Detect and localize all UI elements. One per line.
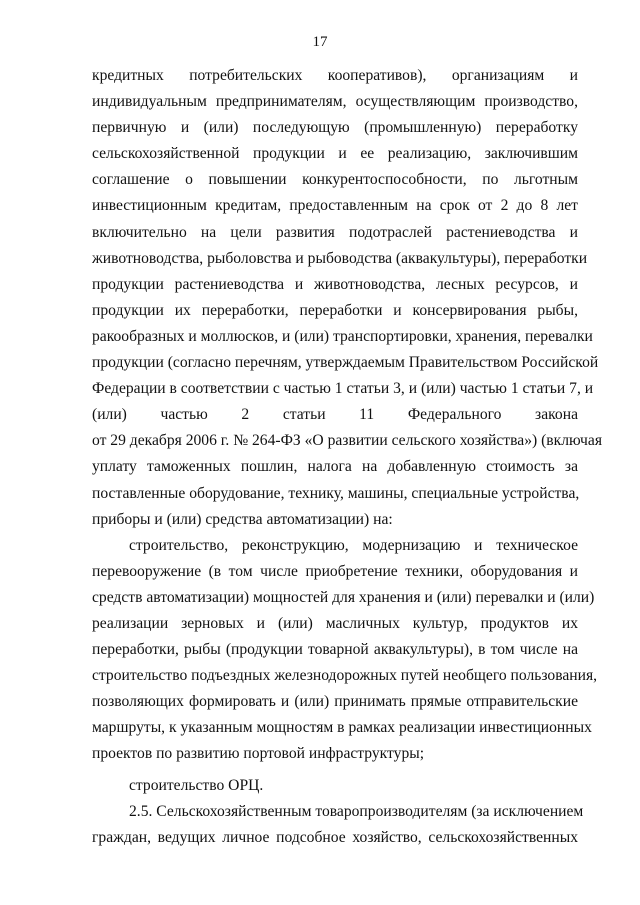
text-line: сельскохозяйственной продукции и ее реализацию, заключившим <box>92 145 578 163</box>
text-line: средств автоматизации) мощностей для хранения и (или) перевалки и (или) <box>92 588 595 606</box>
text-line: первичную и (или) последующую (промышленную) переработку <box>92 119 578 137</box>
text-line: переработки, рыбы (продукции товарной аквакультуры), в том числе на <box>92 641 578 659</box>
text-line: животноводства, рыболовства и рыбоводства (аквакультуры), переработки <box>92 249 588 267</box>
text-line: поставленные оборудование, технику, машины, специальные устройства, <box>92 484 580 502</box>
text-line: Федерации в соответствии с частью 1 статьи 3, и (или) частью 1 статьи 7, и <box>92 380 594 398</box>
text-line: продукции растениеводства и животноводства, лесных ресурсов, и <box>92 275 578 293</box>
text-line: строительство, реконструкцию, модернизацию и техническое <box>129 536 578 554</box>
text-line: позволяющих формировать и (или) принимать прямые отправительские <box>92 693 578 711</box>
text-line: продукции (согласно перечням, утверждаемым Правительством Российской <box>92 354 599 372</box>
text-line: строительство подъездных железнодорожных путей необщего пользования, <box>92 667 598 685</box>
text-line: проектов по развитию портовой инфраструктуры; <box>92 745 425 763</box>
text-line: реализации зерновых и (или) масличных культур, продуктов их <box>92 614 578 632</box>
text-line: приборы и (или) средства автоматизации) на: <box>92 510 393 528</box>
text-line: индивидуальным предпринимателям, осуществляющим производство, <box>92 93 578 111</box>
text-line: граждан, ведущих личное подсобное хозяйство, сельскохозяйственных <box>92 828 578 846</box>
text-line: маршруты, к указанным мощностям в рамках реализации инвестиционных <box>92 719 592 737</box>
text-line: инвестиционным кредитам, предоставленным на срок от 2 до 8 лет <box>92 197 578 215</box>
page-number: 17 <box>312 34 328 50</box>
text-line: 2.5. Сельскохозяйственным товаропроизводителям (за исключением <box>129 802 584 820</box>
text-line: ракообразных и моллюсков, и (или) транспортировки, хранения, перевалки <box>92 327 593 345</box>
text-line: продукции их переработки, переработки и консервирования рыбы, <box>92 301 578 319</box>
text-line: кредитных потребительских кооперативов), организациям и <box>92 67 578 84</box>
text-line: от 29 декабря 2006 г. № 264-ФЗ «О развитии сельского хозяйства») (включая <box>92 432 602 450</box>
document-body <box>92 63 602 851</box>
text-line: уплату таможенных пошлин, налога на добавленную стоимость за <box>92 458 578 476</box>
text-line: соглашение о повышении конкурентоспособности, по льготным <box>92 171 578 189</box>
text-line: перевооружение (в том числе приобретение техники, оборудования и <box>92 562 578 580</box>
text-line: (или) частью 2 статьи 11 Федерального закона <box>92 406 578 424</box>
text-line: строительство ОРЦ. <box>129 776 264 794</box>
text-line: включительно на цели развития подотраслей растениеводства и <box>92 223 578 241</box>
